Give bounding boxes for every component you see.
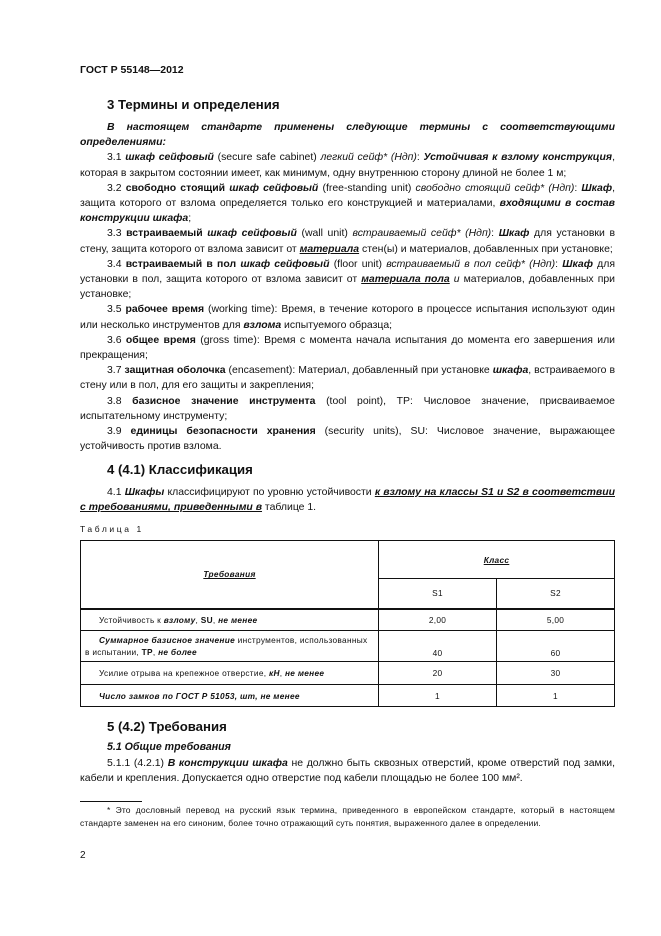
emphasized-text: входящими в состав конструкции шкафа — [80, 198, 615, 225]
s2-value-cell: 1 — [497, 685, 615, 707]
text-run: стен(ы) и материалов, добавленных при установке; — [359, 243, 613, 255]
text-run: : — [555, 258, 563, 270]
text-run: , — [212, 614, 219, 625]
col-s1-header: S1 — [379, 579, 497, 609]
document-header: ГОСТ Р 55148—2012 — [80, 64, 184, 76]
text-run: 3.4 — [107, 258, 126, 270]
section-5-1-subtitle — [80, 741, 615, 753]
text-run: ; — [188, 213, 192, 225]
emphasized-text: не менее — [218, 614, 258, 625]
paragraph — [80, 150, 615, 180]
text-run: 3.5 — [107, 304, 126, 316]
emphasized-text: материала пола — [361, 274, 450, 286]
requirement-cell — [81, 609, 379, 631]
s1-value-cell: 20 — [379, 662, 497, 685]
text-run: 3.3 — [107, 228, 127, 240]
paragraph — [80, 394, 615, 424]
emphasized-text: не более — [158, 647, 197, 657]
section-5-title: 5 (4.2) Требования — [107, 719, 227, 734]
s1-value-cell: 2,00 — [379, 609, 497, 631]
s1-value-cell: 40 — [379, 631, 497, 662]
text-run: , встраиваемого в стену или в пол, для его защиты и закрепления; — [80, 365, 615, 392]
emphasized-text: свободно стоящий — [125, 182, 230, 194]
text-run: таблице 1. — [262, 502, 317, 514]
text-run: : — [416, 152, 424, 164]
text-run: 3.7 — [107, 365, 125, 377]
emphasized-text: TP — [141, 647, 153, 657]
paragraph — [80, 424, 615, 454]
text-run: . — [519, 773, 523, 785]
requirements-table — [80, 540, 615, 707]
text-run: классифицируют по уровню устойчивости — [164, 487, 375, 498]
text-run: Устойчивость к — [99, 614, 164, 625]
paragraph — [80, 302, 615, 332]
emphasized-text: шкаф сейфовый — [207, 228, 297, 240]
table-row — [81, 609, 615, 631]
emphasized-text: базисное значение инструмента — [132, 395, 316, 407]
emphasized-text: шкаф сейфовый — [229, 182, 319, 194]
section-5-body — [80, 756, 615, 786]
table-row — [81, 631, 615, 662]
emphasized-text: В конструкции шкафа — [167, 758, 288, 769]
paragraph — [80, 226, 615, 256]
col-s2-header: S2 — [497, 579, 615, 609]
text-run: 3.8 — [107, 395, 133, 407]
requirement-cell — [81, 662, 379, 685]
text-run: 3.1 — [107, 152, 126, 164]
emphasized-text: кН — [268, 668, 280, 678]
emphasized-text: общее время — [125, 334, 196, 346]
text-run: (gross time): Время с момента начала испытания до момента его завершения или прекращения; — [80, 334, 615, 362]
text-run: , — [152, 647, 159, 657]
s2-value-cell: 30 — [497, 662, 615, 685]
s1-value-cell: 1 — [379, 685, 497, 707]
emphasized-text: защитная оболочка — [124, 365, 226, 377]
s2-value-cell: 5,00 — [497, 609, 615, 631]
paragraph — [80, 257, 615, 303]
emphasized-text: В настоящем стандарте применены следующие термины с соответствующими определениями: — [80, 122, 615, 149]
text-run: для установки в стену, защита которого от взлома зависит от — [80, 228, 615, 255]
emphasized-text: не менее — [284, 668, 325, 678]
emphasized-text: рабочее время — [125, 304, 205, 316]
emphasized-text: единицы безопасности хранения — [130, 426, 316, 438]
section-4-body — [80, 485, 615, 515]
text-run: (floor unit) — [329, 258, 387, 270]
emphasized-text: встраиваемый в пол сейф* (Ндп) — [386, 258, 556, 270]
emphasized-text: SU — [200, 614, 213, 625]
subsection-title: 5.1 Общие требования — [107, 741, 231, 753]
text-run: не должно быть сквозных отверстий, кроме отверстий под замки, кабели и крепления. Допускается одно отверстие под кабели площадью не более 100 мм² — [80, 758, 615, 785]
requirement-cell — [81, 685, 379, 707]
text-run: : — [491, 228, 499, 240]
footnote-divider — [80, 801, 142, 802]
text-run: инструментов, использованных в испытании, — [85, 635, 368, 657]
s2-value-cell: 60 — [497, 631, 615, 662]
text-run: (working time): Время, в течение которого в процессе испытания используют один или несколько инструментов для — [80, 304, 615, 331]
emphasized-text: Суммарное базисное значение — [99, 635, 236, 645]
text-run: Усилие отрыва на крепежное отверстие, — [99, 668, 269, 678]
text-run: 3.6 — [107, 334, 126, 346]
text-run: 4.1 — [107, 487, 125, 498]
emphasized-text: свободно стоящий сейф* (Ндп) — [415, 182, 575, 194]
footnote: * Это дословный перевод на русский язык термина, приведенного в европейском стандарте, который в настоящем стандарте заменен на его синоним, более точно отражающий суть понятия, выраженного далее в определении. — [80, 805, 615, 828]
text-run: испытуемого образца; — [281, 319, 393, 331]
requirement-cell — [81, 631, 379, 662]
paragraph — [80, 181, 615, 227]
paragraph — [80, 120, 615, 150]
emphasized-text: взлому — [163, 614, 196, 625]
text-run: материалов, добавленных при установке; — [80, 274, 615, 301]
emphasized-text: шкаф сейфовый — [125, 152, 214, 164]
section-4-title: 4 (4.1) Классификация — [107, 462, 253, 477]
paragraph — [80, 363, 615, 393]
emphasized-text: взлома — [243, 319, 282, 331]
text-run: (wall unit) — [296, 228, 353, 240]
emphasized-text: встраиваемый — [126, 228, 208, 240]
emphasized-text: шкафа — [492, 365, 529, 377]
section-3-body — [80, 120, 615, 454]
col-class-header: Класс — [483, 554, 510, 565]
text-run: , защита которого от взлома определяется только его конструкцией и материалами, — [80, 182, 616, 210]
paragraph — [80, 756, 615, 786]
emphasized-text: и — [449, 274, 460, 286]
emphasized-text: к взлому на классы S1 и S2 в соответствии с требованиями, приведенными в — [80, 487, 615, 514]
emphasized-text: шкаф сейфовый — [240, 258, 330, 270]
text-run: (security units), SU: Числовое значение, выражающее устойчивость против взлома. — [80, 426, 615, 453]
paragraph — [80, 333, 615, 363]
emphasized-text: Шкаф — [498, 228, 530, 240]
emphasized-text: Число замков по ГОСТ Р 51053, шт, не менее — [99, 690, 300, 701]
table-caption: Таблица 1 — [80, 524, 144, 534]
emphasized-text: Шкаф — [581, 182, 613, 194]
emphasized-text: встраиваемый в пол — [125, 258, 241, 270]
text-run: (encasement): Материал, добавленный при установке — [225, 365, 493, 377]
text-run: 3.2 — [107, 182, 126, 194]
emphasized-text: Шкафы — [124, 487, 165, 498]
emphasized-text: Шкаф — [562, 258, 593, 270]
text-run: , которая в закрытом состоянии имеет, как минимум, одну внутреннюю сторону длиной не более 1 м; — [80, 152, 615, 179]
emphasized-text: Устойчивая к взлому конструкция — [423, 152, 613, 164]
emphasized-text: легкий сейф* (Ндп) — [320, 152, 417, 164]
text-run: : — [574, 182, 582, 194]
text-run: (tool point), TP: Числовое значение, присваиваемое испытательному инструменту; — [80, 395, 615, 422]
table-row — [81, 685, 615, 707]
text-run: (secure safe cabinet) — [213, 152, 321, 164]
text-run: для установки в пол, защита которого от взлома зависит от — [80, 258, 616, 286]
section-3-title: 3 Термины и определения — [107, 97, 280, 112]
text-run: 5.1.1 (4.2.1) — [107, 758, 168, 769]
text-run: (free-standing unit) — [318, 182, 416, 194]
paragraph — [80, 485, 615, 515]
text-run: , — [195, 614, 201, 625]
emphasized-text: встраиваемый сейф* (Ндп) — [352, 228, 492, 240]
emphasized-text: материала — [299, 243, 360, 255]
col-requirements-header: Требования — [203, 569, 256, 580]
page-number: 2 — [80, 850, 86, 861]
text-run: 3.9 — [107, 426, 131, 438]
text-run: , — [279, 668, 285, 678]
table-row — [81, 662, 615, 685]
